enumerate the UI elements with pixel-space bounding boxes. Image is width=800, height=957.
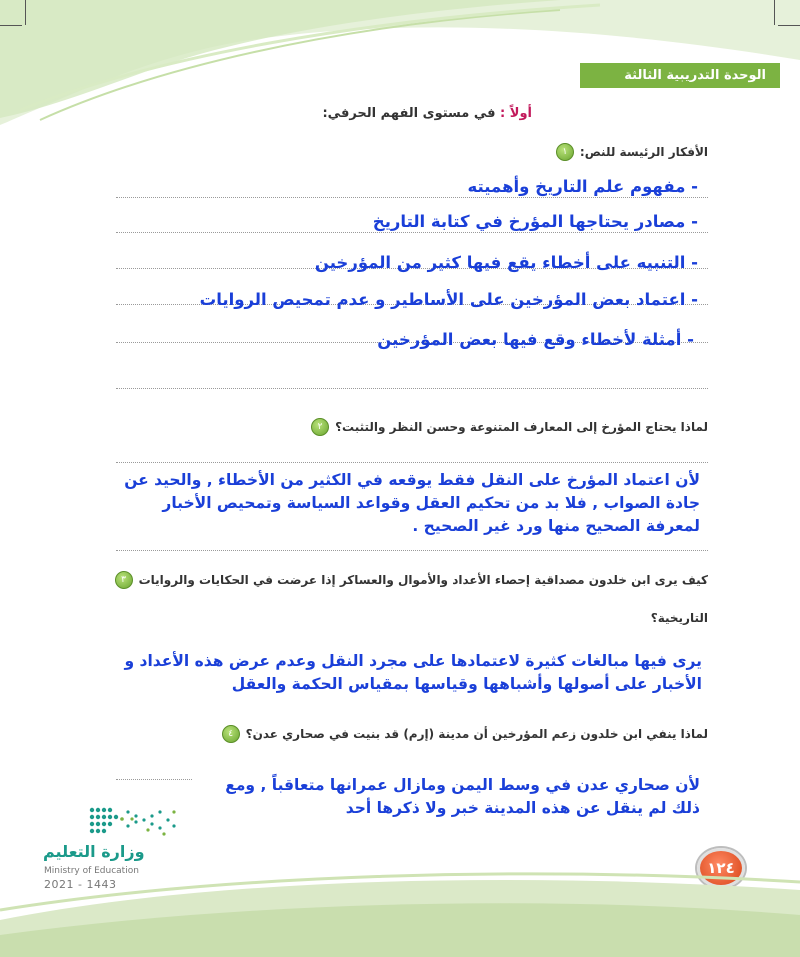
q3-answer-line-2: الأخبار على أصولها وأشباهها وقياسها بمقياس الحكمة والعقل (231, 675, 702, 693)
q1-answer-1: - مفهوم علم التاريخ وأهميته (467, 177, 698, 196)
ministry-name-ar: وزارة التعليم (43, 842, 145, 861)
question-number-badge: ٢ (311, 418, 329, 436)
answer-line (116, 440, 708, 463)
question-text: لماذا ينفي ابن خلدون زعم المؤرخين أن مدينة (إرم) قد بنيت في صحاري عدن؟ (245, 727, 708, 741)
q2-answer-line-3: لمعرفة الصحيح منها ورد غير الصحيح . (412, 517, 700, 535)
ministry-logo-icon (88, 806, 180, 840)
question-number-badge: ٣ (115, 571, 133, 589)
q2-answer-line-1: لأن اعتماد المؤرخ على النقل فقط يوقعه في الكثير من الأخطاء , والحيد عن (124, 471, 700, 489)
q2-answer (97, 463, 708, 544)
crop-mark (778, 25, 800, 26)
q1-answer-4: - اعتماد بعض المؤرخين على الأساطير و عدم تمحيص الروايات (199, 290, 698, 309)
section-label: أولاً : (500, 106, 532, 121)
unit-title: الوحدة التدريبية الثالثة (624, 68, 766, 83)
question-4 (222, 725, 708, 743)
crop-mark (25, 0, 26, 25)
q4-answer-line-1: لأن صحاري عدن في وسط اليمن ومازال عمرانها متعاقباً , ومع (225, 776, 700, 794)
section-title: في مستوى الفهم الحرفي: (322, 106, 496, 121)
question-number-badge: ١ (556, 143, 574, 161)
ministry-name-en: Ministry of Education (44, 866, 139, 876)
year-label: 2021 - 1443 (44, 878, 117, 891)
answer-line (116, 366, 708, 389)
crop-mark (0, 25, 22, 26)
question-text: الأفكار الرئيسة للنص: (579, 145, 708, 159)
q4-answer-line-2: ذلك لم ينقل عن هذه المدينة خبر ولا ذكرها أحد (345, 799, 700, 817)
q1-answer-2: - مصادر يحتاجها المؤرخ في كتابة التاريخ (372, 212, 698, 231)
unit-title-banner (580, 63, 780, 88)
question-text-continued: التاريخية؟ (650, 611, 708, 625)
q4-answer (192, 768, 708, 826)
question-number-badge: ٤ (222, 725, 240, 743)
q1-answer-3: - التنبيه على أخطاء يقع فيها كثير من المؤرخين (314, 253, 698, 272)
q2-answer-line-2: جادة الصواب , فلا بد من تحكيم العقل وقواعد السياسة وتمحيص الأخبار (162, 494, 700, 512)
question-text: لماذا يحتاج المؤرخ إلى المعارف المتنوعة وحسن النظر والتثبت؟ (335, 420, 708, 434)
crop-mark (774, 0, 775, 25)
q3-answer-line-1: يرى فيها مبالغات كثيرة لاعتمادها على مجرد النقل وعدم عرض هذه الأعداد و (124, 652, 702, 670)
question-1 (556, 143, 708, 161)
question-2 (311, 418, 708, 436)
page-number: ١٢٤ (697, 848, 745, 888)
section-heading (232, 106, 532, 121)
question-3 (115, 571, 708, 589)
bottom-wave-decoration (0, 860, 800, 957)
q3-answer (86, 648, 708, 698)
q1-answer-5: - أمثلة لأخطاء وقع فيها بعض المؤرخين (377, 330, 694, 349)
question-text: كيف يرى ابن خلدون مصداقية إحصاء الأعداد والأموال والعساكر إذا عرضت في الحكايات والروايات (138, 573, 708, 587)
